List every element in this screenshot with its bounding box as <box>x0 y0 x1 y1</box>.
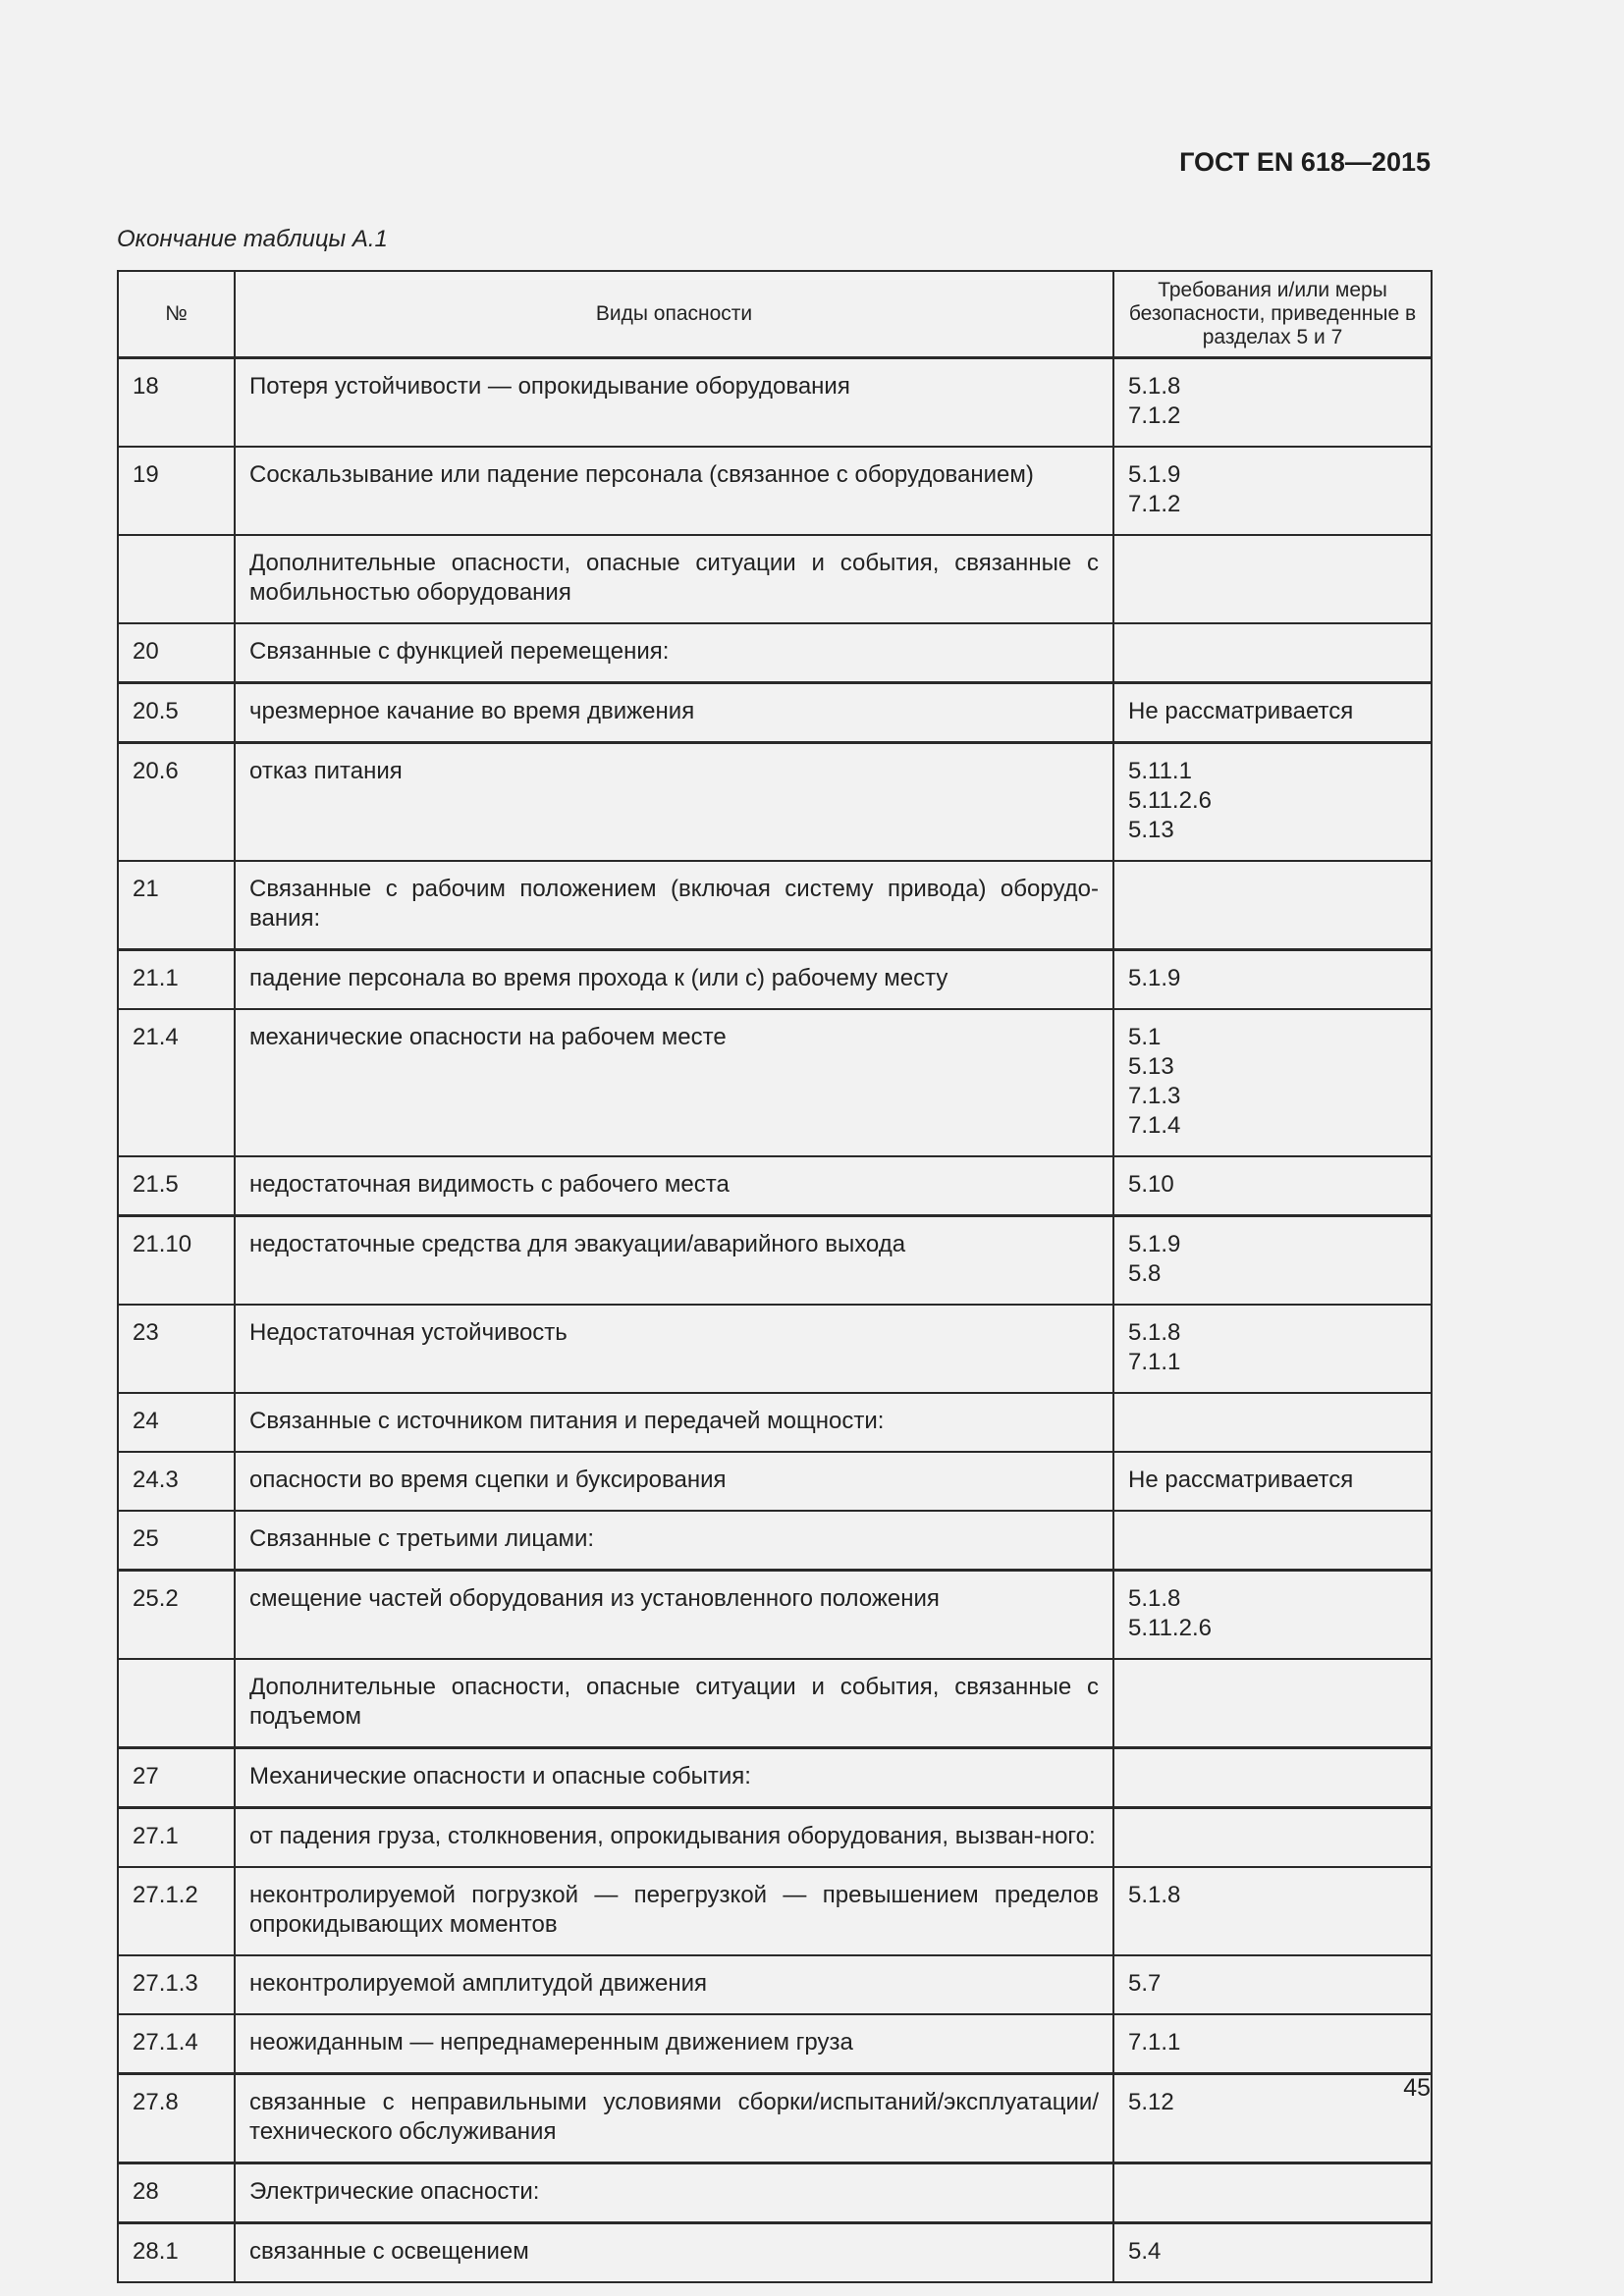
requirement-cell: 5.1.9 <box>1113 950 1432 1010</box>
row-number-cell: 20 <box>118 623 235 683</box>
requirement-cell: 5.1.9 5.8 <box>1113 1216 1432 1306</box>
table-row <box>118 358 1432 448</box>
requirement-cell <box>1113 1808 1432 1868</box>
hazard-cell: Недостаточная устойчивость <box>235 1305 1113 1393</box>
hazard-cell: Связанные с источником питания и передачей мощности: <box>235 1393 1113 1452</box>
hazard-cell: Соскальзывание или падение персонала (связанное с оборудованием) <box>235 447 1113 535</box>
requirement-cell <box>1113 1393 1432 1452</box>
row-number-cell: 20.5 <box>118 683 235 743</box>
row-number-cell: 19 <box>118 447 235 535</box>
table-row <box>118 1955 1432 2014</box>
table-row <box>118 1009 1432 1156</box>
hazards-table <box>117 270 1433 2283</box>
hazard-cell: недостаточные средства для эвакуации/аварийного выхода <box>235 1216 1113 1306</box>
row-number-cell: 28 <box>118 2163 235 2223</box>
requirement-cell: 7.1.1 <box>1113 2014 1432 2074</box>
row-number-cell: 21.10 <box>118 1216 235 1306</box>
table-row <box>118 535 1432 623</box>
row-number-cell: 18 <box>118 358 235 448</box>
hazard-cell: недостаточная видимость с рабочего места <box>235 1156 1113 1216</box>
row-number-cell <box>118 1659 235 1748</box>
table-row <box>118 1216 1432 1306</box>
hazard-cell: смещение частей оборудования из установленного положения <box>235 1571 1113 1660</box>
table-row <box>118 1393 1432 1452</box>
table-row <box>118 1305 1432 1393</box>
row-number-cell: 24 <box>118 1393 235 1452</box>
table-row <box>118 1748 1432 1808</box>
requirement-cell: 5.4 <box>1113 2223 1432 2283</box>
requirement-cell <box>1113 2163 1432 2223</box>
header-hazard-types: Виды опасности <box>235 271 1113 358</box>
hazard-cell: связанные с неправильными условиями сборки/испытаний/эксплуатации/ технического обслуживания <box>235 2074 1113 2163</box>
header-number: № <box>118 271 235 358</box>
row-number-cell: 25.2 <box>118 1571 235 1660</box>
row-number-cell: 27.8 <box>118 2074 235 2163</box>
table-caption: Окончание таблицы А.1 <box>117 226 388 252</box>
table-row <box>118 2223 1432 2283</box>
table-row <box>118 1659 1432 1748</box>
hazard-cell: механические опасности на рабочем месте <box>235 1009 1113 1156</box>
table-header-row <box>118 271 1432 358</box>
hazard-cell: Связанные с функцией перемещения: <box>235 623 1113 683</box>
hazard-cell: падение персонала во время прохода к (или с) рабочему месту <box>235 950 1113 1010</box>
requirement-cell <box>1113 861 1432 950</box>
hazard-cell: Механические опасности и опасные события: <box>235 1748 1113 1808</box>
document-code: ГОСТ EN 618—2015 <box>1179 147 1431 177</box>
table-row <box>118 2074 1432 2163</box>
hazard-cell: чрезмерное качание во время движения <box>235 683 1113 743</box>
hazard-cell: Связанные с рабочим положением (включая систему привода) оборудо-вания: <box>235 861 1113 950</box>
requirement-cell: 5.1.8 7.1.1 <box>1113 1305 1432 1393</box>
hazard-cell: неожиданным — непреднамеренным движением груза <box>235 2014 1113 2074</box>
requirement-cell: 5.12 <box>1113 2074 1432 2163</box>
hazard-cell: опасности во время сцепки и буксирования <box>235 1452 1113 1511</box>
table-row <box>118 950 1432 1010</box>
table-row <box>118 683 1432 743</box>
requirement-cell: Не рассматривается <box>1113 683 1432 743</box>
row-number-cell: 27.1 <box>118 1808 235 1868</box>
hazard-cell: от падения груза, столкновения, опрокидывания оборудования, вызван-ного: <box>235 1808 1113 1868</box>
table-row <box>118 2014 1432 2074</box>
requirement-cell <box>1113 623 1432 683</box>
requirement-cell <box>1113 1659 1432 1748</box>
requirement-cell: 5.11.1 5.11.2.6 5.13 <box>1113 743 1432 862</box>
hazard-cell: Дополнительные опасности, опасные ситуации и события, связанные с подъемом <box>235 1659 1113 1748</box>
row-number-cell: 27.1.2 <box>118 1867 235 1955</box>
table-row <box>118 447 1432 535</box>
row-number-cell: 27.1.3 <box>118 1955 235 2014</box>
table-row <box>118 1571 1432 1660</box>
hazard-cell: неконтролируемой погрузкой — перегрузкой — превышением пределов опрокидывающих моментов <box>235 1867 1113 1955</box>
hazard-cell: Потеря устойчивости — опрокидывание оборудования <box>235 358 1113 448</box>
row-number-cell: 28.1 <box>118 2223 235 2283</box>
requirement-cell <box>1113 1511 1432 1571</box>
requirement-cell: 5.1.9 7.1.2 <box>1113 447 1432 535</box>
row-number-cell: 21.1 <box>118 950 235 1010</box>
row-number-cell: 21.5 <box>118 1156 235 1216</box>
requirement-cell: 5.1.8 <box>1113 1867 1432 1955</box>
row-number-cell: 27.1.4 <box>118 2014 235 2074</box>
table-row <box>118 861 1432 950</box>
requirement-cell: 5.1.8 5.11.2.6 <box>1113 1571 1432 1660</box>
table-row <box>118 1511 1432 1571</box>
hazard-cell: Электрические опасности: <box>235 2163 1113 2223</box>
hazard-cell: неконтролируемой амплитудой движения <box>235 1955 1113 2014</box>
row-number-cell <box>118 535 235 623</box>
row-number-cell: 25 <box>118 1511 235 1571</box>
row-number-cell: 24.3 <box>118 1452 235 1511</box>
row-number-cell: 21 <box>118 861 235 950</box>
requirement-cell <box>1113 1748 1432 1808</box>
header-requirements: Требования и/или меры безопасности, приведенные в разделах 5 и 7 <box>1113 271 1432 358</box>
requirement-cell: 5.1 5.13 7.1.3 7.1.4 <box>1113 1009 1432 1156</box>
table-row <box>118 1156 1432 1216</box>
requirement-cell: 5.10 <box>1113 1156 1432 1216</box>
requirement-cell: 5.1.8 7.1.2 <box>1113 358 1432 448</box>
hazard-cell: связанные с освещением <box>235 2223 1113 2283</box>
table-row <box>118 623 1432 683</box>
row-number-cell: 21.4 <box>118 1009 235 1156</box>
table-row <box>118 1452 1432 1511</box>
hazard-cell: Дополнительные опасности, опасные ситуации и события, связанные с мобильностью оборудования <box>235 535 1113 623</box>
hazard-cell: Связанные с третьими лицами: <box>235 1511 1113 1571</box>
requirement-cell: Не рассматривается <box>1113 1452 1432 1511</box>
table-row <box>118 1808 1432 1868</box>
requirement-cell: 5.7 <box>1113 1955 1432 2014</box>
table-row <box>118 1867 1432 1955</box>
row-number-cell: 23 <box>118 1305 235 1393</box>
table-row <box>118 743 1432 862</box>
table-row <box>118 2163 1432 2223</box>
requirement-cell <box>1113 535 1432 623</box>
hazard-cell: отказ питания <box>235 743 1113 862</box>
row-number-cell: 27 <box>118 1748 235 1808</box>
page-number: 45 <box>1403 2074 1431 2102</box>
row-number-cell: 20.6 <box>118 743 235 862</box>
